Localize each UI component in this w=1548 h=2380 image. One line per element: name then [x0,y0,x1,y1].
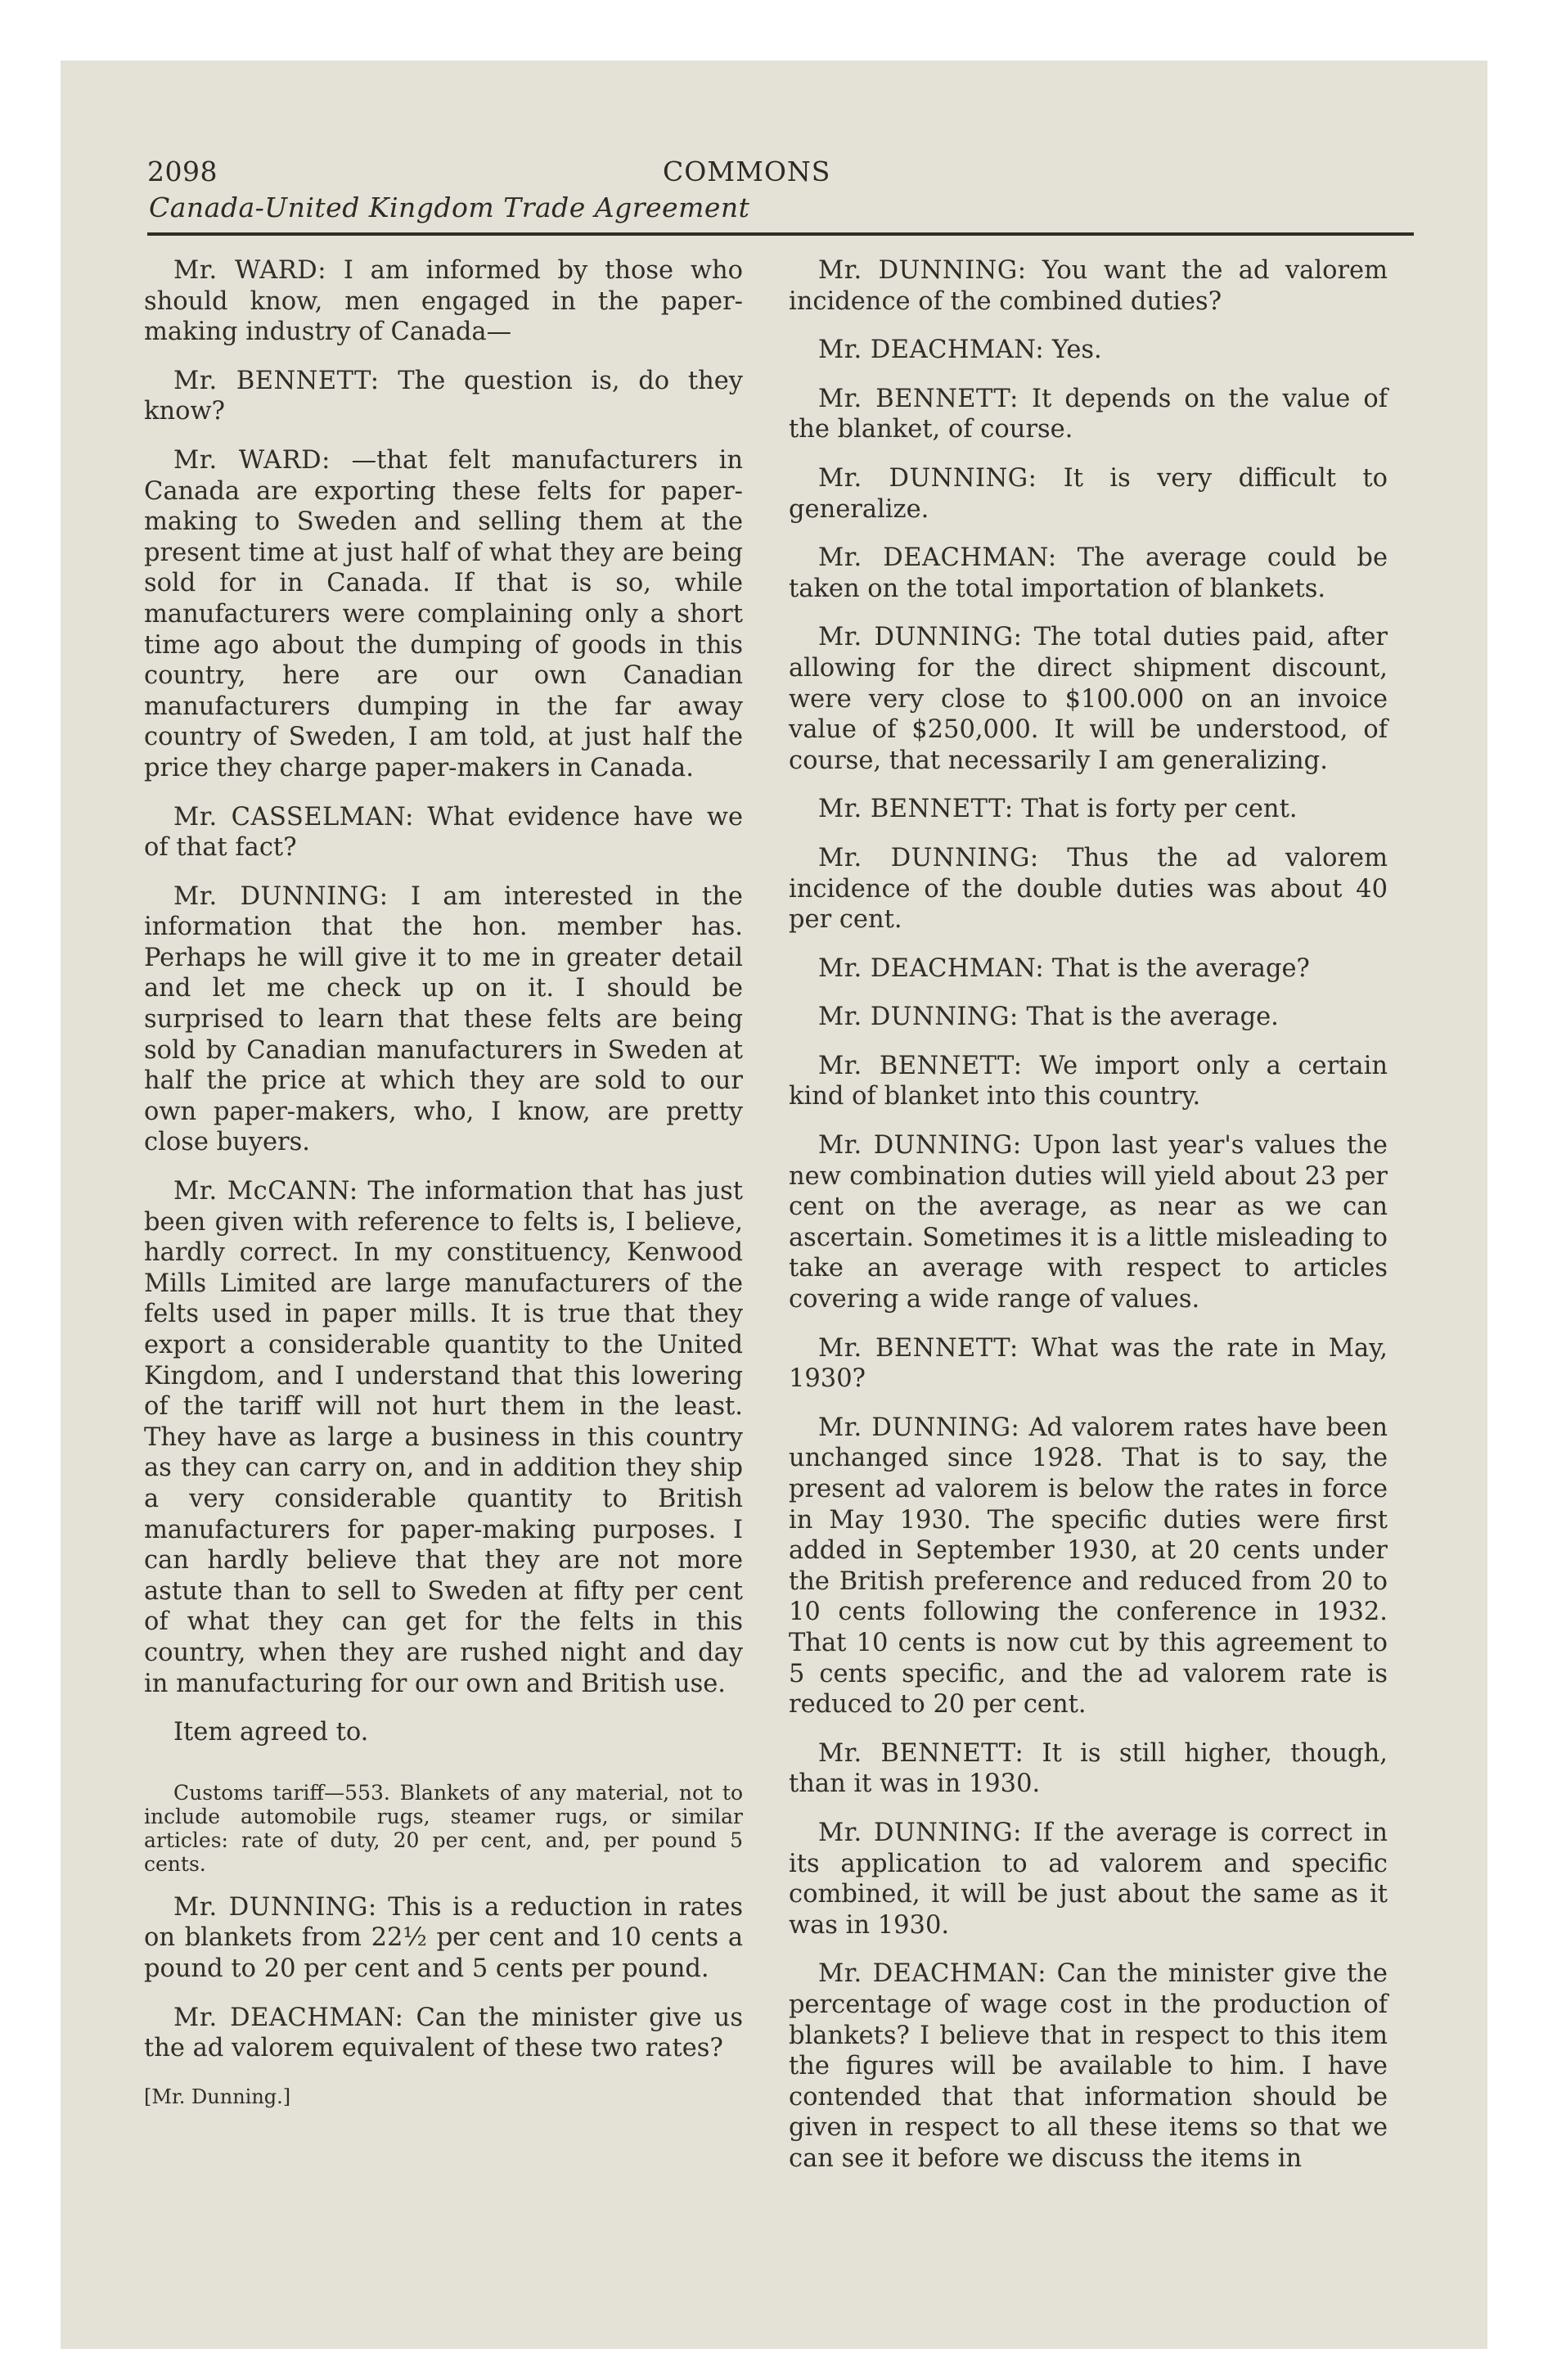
speech-paragraph [789,1818,1388,1941]
speech-text: I am interested in the information that the hon. member has. Perhaps he will give it to me in greater detail and let me check up on it. I should be surprised to learn that these felts are being sold by Canadian manufacturers in Sweden at half the price at which they are sold to our own paper-makers, who, I know, are pretty close buyers. [144,881,743,1157]
speech-paragraph [789,1413,1388,1720]
speaker-name: Mr. DUNNING: [818,843,1039,872]
speech-paragraph [144,881,743,1158]
speech-paragraph [144,255,743,348]
speech-text: That is the average? [1051,953,1310,983]
right-column [789,255,1388,2192]
speech-text: It is very difficult to generalize. [789,463,1388,524]
speaker-name: Mr. McCANN: [173,1177,358,1206]
speech-paragraph [789,794,1388,825]
speech-paragraph [789,1333,1388,1395]
speech-text: If the average is correct in its application to ad valorem and specific combined, it will be just about the same as it was in 1930. [789,1818,1388,1940]
speech-paragraph [789,1738,1388,1800]
speech-text: I am informed by those who should know, men engaged in the paper-making industry of Canada— [144,256,743,347]
speaker-name: Mr. DEACHMAN: [173,2003,404,2032]
speech-text: It is still higher, though, than it was in 1930. [789,1738,1388,1799]
speech-text: Upon last year's values the new combination duties will yield about 23 per cent on the average, as near as we can ascertain. Sometimes it is a little misleading to take an average with respect to articles covering a wide range of values. [789,1131,1388,1314]
speaker-name: Mr. CASSELMAN: [173,802,414,832]
speech-paragraph [789,1002,1388,1033]
speaker-name: Mr. DEACHMAN: [818,1959,1047,1989]
speaker-name: Mr. WARD: [173,445,331,475]
speech-text: That is forty per cent. [1021,795,1298,824]
speaker-name: Mr. DEACHMAN: [818,953,1045,983]
speaker-name: Mr. BENNETT: [818,1333,1019,1363]
speech-text: Thus the ad valorem incidence of the double duties was about 40 per cent. [789,843,1388,935]
speech-text: Can the minister give us the ad valorem equivalent of these two rates? [144,2003,743,2063]
speech-paragraph [789,1959,1388,2174]
speech-text: The average could be taken on the total importation of blankets. [789,543,1388,603]
speech-paragraph [789,543,1388,604]
speech-text: The information that has just been given with reference to felts is, I believe, hardly correct. In my constituency, Kenwood Mills Limited are large manufacturers of the felts used in paper mills. It is true that they export a considerable quantity to the United Kingdom, and I understand that this lowering of the tariff will not hurt them in the least. They have as large a business in this country as they can carry on, and in addition they ship a very considerable quantity to British manufacturers for paper-making purposes. I can hardly believe that they are not more astute than to sell to Sweden at fifty per cent of what they can get for the felts in this country, when they are rushed night and day in manufacturing for our own and British use. [144,1177,743,1698]
speech-text: —that felt manufacturers in Canada are exporting these felts for paper-making to Sweden and selling them at the present time at just half of what they are being sold for in Canada. If that is so, while manufacturers were complaining only a short time ago about the dumping of goods in this country, here are our own Canadian manufacturers dumping in the far away country of Sweden, I am told, at just half the price they charge paper-makers in Canada. [144,445,743,782]
speech-paragraph [789,622,1388,776]
speaker-name: Mr. DUNNING: [818,623,1023,652]
speaker-name: Mr. DUNNING: [818,1818,1022,1847]
page-number: 2098 [147,156,218,187]
speech-paragraph [144,802,743,863]
speech-text: Yes. [1051,336,1102,365]
header-rule [147,232,1414,236]
page-subtitle: Canada-United Kingdom Trade Agreement [149,192,750,223]
speech-text: That is the average. [1026,1003,1279,1032]
speaker-name: Mr. DUNNING: [818,1131,1022,1161]
speaker-name: Mr. DUNNING: [818,256,1027,285]
speech-paragraph [144,1176,743,1699]
speaker-name: Mr. BENNETT: [818,1051,1023,1080]
speech-paragraph [144,445,743,784]
speaker-signature: [Mr. Dunning.] [144,2085,291,2108]
speaker-name: Mr. BENNETT: [818,1738,1024,1768]
speaker-name: Mr. DUNNING: [818,1413,1020,1442]
left-column [144,255,743,2130]
speech-paragraph [789,1051,1388,1112]
speaker-name: Mr. BENNETT: [818,384,1019,413]
speaker-name: Mr. DUNNING: [818,463,1037,493]
speaker-name: Mr. DUNNING: [818,1003,1019,1032]
speech-text: Can the minister give the percentage of wage cost in the production of blankets? I believe that in respect to this item the figures will be available to him. I have contended that that information should be given in respect to all these items so that we can see it before we discuss the items in [789,1959,1388,2173]
speaker-name: Mr. DUNNING: [173,881,389,911]
speech-paragraph [144,2003,743,2064]
speech-text: Ad valorem rates have been unchanged since 1928. That is to say, the present ad valorem is below the rates in force in May 1930. The specific duties were first added in September 1930, at 20 cents under the British preference and reduced from 20 to 10 cents following the conference in 1932. That 10 cents is now cut by this agreement to 5 cents specific, and the ad valorem rate is reduced to 20 per cent. [789,1413,1388,1720]
speech-text: What was the rate in May, 1930? [789,1333,1388,1394]
speech-paragraph [789,463,1388,525]
speech-text: You want the ad valorem incidence of the combined duties? [789,256,1388,316]
speech-paragraph [789,255,1388,317]
speech-text: The question is, do they know? [144,366,743,426]
speaker-name: Mr. DUNNING: [173,1892,377,1922]
speech-text: This is a reduction in rates on blankets from 22½ per cent and 10 cents a pound to 20 per cent and 5 cents per pound. [144,1892,743,1983]
speech-text: It depends on the value of the blanket, of course. [789,384,1388,444]
speaker-name: Mr. BENNETT: [818,795,1014,824]
running-title: COMMONS [663,156,831,187]
speech-paragraph [789,843,1388,935]
speech-text: The total duties paid, after allowing for the direct shipment discount, were very close to $100.000 on an invoice value of $250,000. It will be understood, of course, that necessarily I am generalizing. [789,623,1388,775]
speaker-name: Mr. DEACHMAN: [818,543,1057,573]
speaker-name: Mr. WARD: [173,256,327,285]
speaker-name: Mr. BENNETT: [173,366,380,395]
speech-paragraph [789,1130,1388,1315]
tariff-item: Customs tariff—553. Blankets of any material, not to include automobile rugs, steamer rugs, or similar articles: rate of duty, 20 per cent, and, per pound 5 cents. [144,1780,743,1876]
speaker-name: Mr. DEACHMAN: [818,336,1045,365]
speech-paragraph [144,366,743,427]
speech-text: What evidence have we of that fact? [144,802,743,863]
speech-paragraph [789,335,1388,366]
speech-text: We import only a certain kind of blanket into this country. [789,1051,1388,1111]
speech-paragraph [789,384,1388,445]
item-agreed: Item agreed to. [173,1718,369,1747]
speech-paragraph [789,953,1388,985]
speech-paragraph [144,1892,743,1985]
